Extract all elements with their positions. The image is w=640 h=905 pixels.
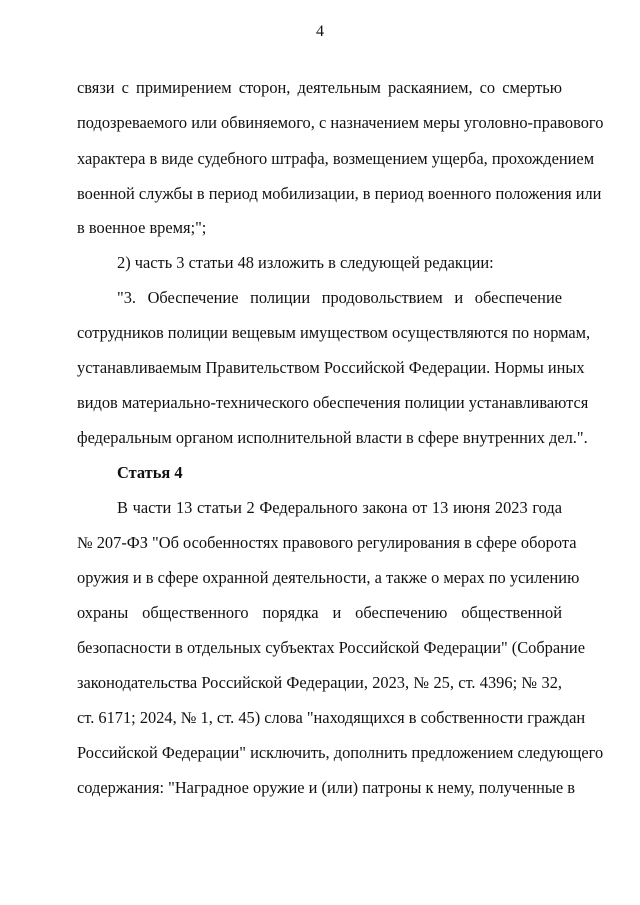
text-line: ст. 6171; 2024, № 1, ст. 45) слова "находящихся в собственности граждан <box>77 708 586 727</box>
text-line: в военное время;"; <box>77 218 207 237</box>
text-line: связи с примирением сторон, деятельным раскаянием, со смертью <box>77 78 562 97</box>
text-line: 2) часть 3 статьи 48 изложить в следующей редакции: <box>117 253 494 272</box>
text-line: содержания: "Наградное оружие и (или) патроны к нему, полученные в <box>77 778 576 797</box>
text-line: видов материально-технического обеспечения полиции устанавливаются <box>77 393 589 412</box>
text-line: безопасности в отдельных субъектах Российской Федерации" (Собрание <box>77 638 585 657</box>
text-line: федеральным органом исполнительной власти в сфере внутренних дел.". <box>77 428 588 447</box>
text-line: характера в виде судебного штрафа, возмещением ущерба, прохождением <box>77 149 595 168</box>
text-line: сотрудников полиции вещевым имуществом осуществляются по нормам, <box>77 323 591 342</box>
article-heading: Статья 4 <box>117 463 183 482</box>
text-line: охраны общественного порядка и обеспечению общественной <box>77 603 562 622</box>
text-line: оружия и в сфере охранной деятельности, а также о мерах по усилению <box>77 568 580 587</box>
text-line: военной службы в период мобилизации, в период военного положения или <box>77 184 602 203</box>
text-line: подозреваемого или обвиняемого, с назначением меры уголовно-правового <box>77 113 604 132</box>
text-line: "3. Обеспечение полиции продовольствием и обеспечение <box>117 288 562 307</box>
text-line: № 207-ФЗ "Об особенностях правового регулирования в сфере оборота <box>77 533 577 552</box>
text-line: Российской Федерации" исключить, дополнить предложением следующего <box>77 743 604 762</box>
text-line: законодательства Российской Федерации, 2023, № 25, ст. 4396; № 32, <box>77 673 562 692</box>
page-number: 4 <box>316 23 324 40</box>
text-line: устанавливаемым Правительством Российской Федерации. Нормы иных <box>77 358 585 377</box>
text-line: В части 13 статьи 2 Федерального закона от 13 июня 2023 года <box>117 498 562 517</box>
